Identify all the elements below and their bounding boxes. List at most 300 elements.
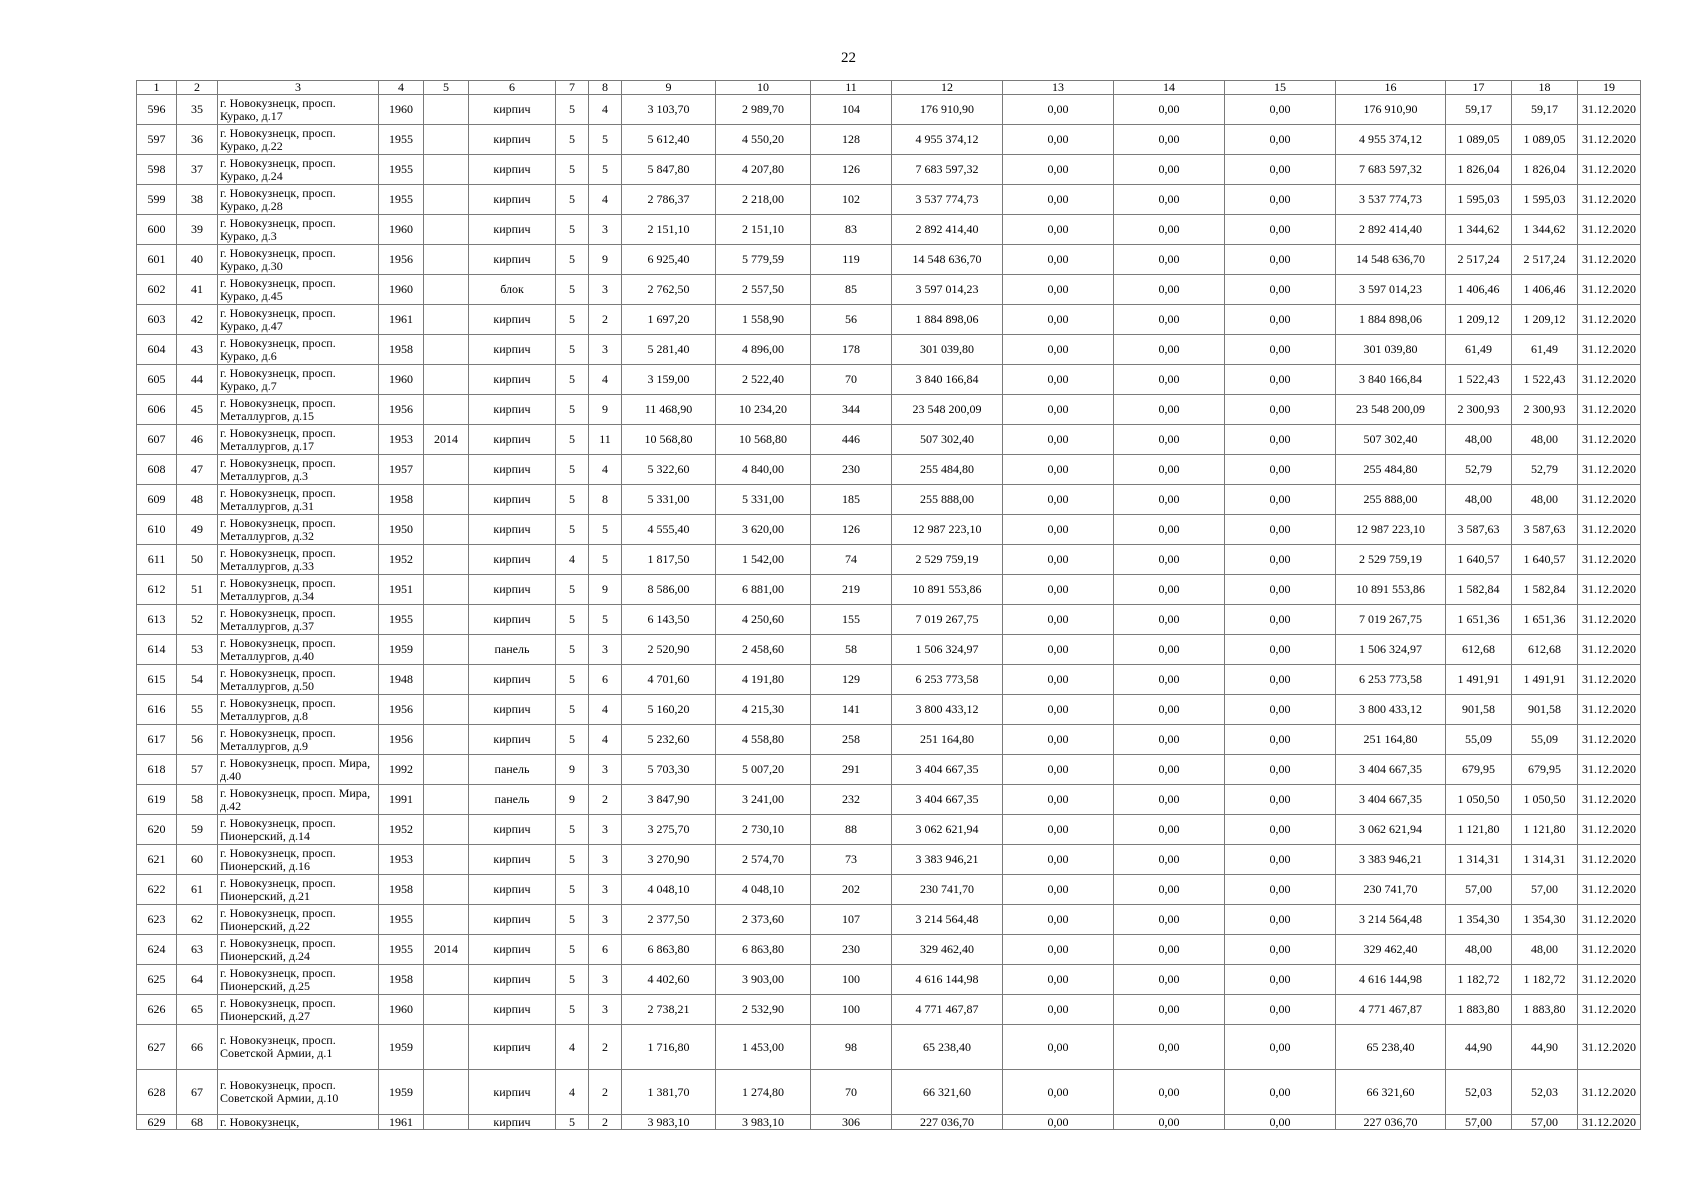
- table-cell: 1 640,57: [1512, 545, 1578, 575]
- table-row: [137, 215, 1641, 245]
- table-cell: 5: [556, 635, 589, 665]
- table-cell: 1 817,50: [622, 545, 716, 575]
- table-cell: кирпич: [469, 515, 556, 545]
- table-cell: 48,00: [1512, 485, 1578, 515]
- table-cell: [424, 785, 469, 815]
- table-cell: 53: [177, 635, 218, 665]
- table-cell: 608: [137, 455, 177, 485]
- table-cell: 3 404 667,35: [1336, 755, 1446, 785]
- table-cell: 7 683 597,32: [1336, 155, 1446, 185]
- table-cell: 1 506 324,97: [1336, 635, 1446, 665]
- table-cell: 3: [589, 275, 622, 305]
- table-cell: 614: [137, 635, 177, 665]
- table-cell: 1 826,04: [1512, 155, 1578, 185]
- table-cell: кирпич: [469, 155, 556, 185]
- table-cell: 5 779,59: [716, 245, 811, 275]
- column-header: 9: [622, 81, 716, 95]
- table-cell: 56: [177, 725, 218, 755]
- table-cell: 8 586,00: [622, 575, 716, 605]
- table-cell: 1 121,80: [1512, 815, 1578, 845]
- table-cell: 43: [177, 335, 218, 365]
- table-cell: 0,00: [1225, 875, 1336, 905]
- table-cell: [424, 455, 469, 485]
- table-cell: 1951: [379, 575, 424, 605]
- table-cell: 5 612,40: [622, 125, 716, 155]
- table-cell: 68: [177, 1115, 218, 1130]
- table-cell: 1 314,31: [1512, 845, 1578, 875]
- table-cell: 1961: [379, 305, 424, 335]
- table-row: [137, 1070, 1641, 1115]
- address-cell: г. Новокузнецк, просп. Металлургов, д.33: [218, 545, 379, 575]
- table-cell: 31.12.2020: [1578, 665, 1641, 695]
- table-cell: 3: [589, 815, 622, 845]
- table-cell: [424, 635, 469, 665]
- table-row: [137, 95, 1641, 125]
- table-cell: 5 847,80: [622, 155, 716, 185]
- column-header: 1: [137, 81, 177, 95]
- table-cell: 1955: [379, 185, 424, 215]
- table-cell: 0,00: [1003, 395, 1114, 425]
- table-cell: 604: [137, 335, 177, 365]
- table-cell: 1952: [379, 815, 424, 845]
- table-cell: 62: [177, 905, 218, 935]
- table-row: [137, 365, 1641, 395]
- table-cell: 4 955 374,12: [1336, 125, 1446, 155]
- table-cell: 0,00: [1114, 875, 1225, 905]
- table-row: [137, 185, 1641, 215]
- table-cell: 3 103,70: [622, 95, 716, 125]
- column-header: 10: [716, 81, 811, 95]
- table-cell: 5: [556, 845, 589, 875]
- table-row: [137, 815, 1641, 845]
- address-cell: г. Новокузнецк, просп. Курако, д.30: [218, 245, 379, 275]
- table-cell: 3 587,63: [1446, 515, 1512, 545]
- table-cell: 0,00: [1225, 215, 1336, 245]
- table-cell: 73: [811, 845, 892, 875]
- table-cell: 57: [177, 755, 218, 785]
- table-cell: 6: [589, 935, 622, 965]
- table-cell: кирпич: [469, 725, 556, 755]
- table-cell: 0,00: [1225, 605, 1336, 635]
- table-cell: кирпич: [469, 875, 556, 905]
- table-cell: 0,00: [1114, 245, 1225, 275]
- table-cell: 0,00: [1114, 995, 1225, 1025]
- table-cell: 230 741,70: [1336, 875, 1446, 905]
- table-cell: 618: [137, 755, 177, 785]
- table-cell: 56: [811, 305, 892, 335]
- column-header: 19: [1578, 81, 1641, 95]
- table-cell: 6 143,50: [622, 605, 716, 635]
- table-cell: 0,00: [1003, 125, 1114, 155]
- address-cell: г. Новокузнецк, просп. Металлургов, д.3: [218, 455, 379, 485]
- table-cell: 48,00: [1446, 425, 1512, 455]
- table-cell: 3 214 564,48: [892, 905, 1003, 935]
- table-cell: 622: [137, 875, 177, 905]
- table-cell: 0,00: [1003, 815, 1114, 845]
- table-cell: 2 520,90: [622, 635, 716, 665]
- table-cell: 3 597 014,23: [892, 275, 1003, 305]
- table-row: [137, 155, 1641, 185]
- table-cell: 141: [811, 695, 892, 725]
- table-cell: 2: [589, 1070, 622, 1115]
- table-cell: 0,00: [1114, 275, 1225, 305]
- table-cell: 0,00: [1225, 485, 1336, 515]
- table-cell: 0,00: [1225, 665, 1336, 695]
- table-cell: 0,00: [1114, 935, 1225, 965]
- table-cell: [424, 605, 469, 635]
- table-cell: 0,00: [1114, 335, 1225, 365]
- table-cell: [424, 245, 469, 275]
- address-cell: г. Новокузнецк, просп. Курако, д.28: [218, 185, 379, 215]
- table-row: [137, 545, 1641, 575]
- table-cell: [424, 1115, 469, 1130]
- table-cell: 1958: [379, 965, 424, 995]
- table-cell: кирпич: [469, 905, 556, 935]
- table-cell: 1 406,46: [1512, 275, 1578, 305]
- table-cell: 5: [556, 335, 589, 365]
- table-cell: 0,00: [1003, 185, 1114, 215]
- table-cell: 5: [556, 245, 589, 275]
- table-cell: 258: [811, 725, 892, 755]
- table-cell: 31.12.2020: [1578, 1025, 1641, 1070]
- table-cell: 3: [589, 965, 622, 995]
- address-cell: г. Новокузнецк, просп. Металлургов, д.15: [218, 395, 379, 425]
- table-cell: 0,00: [1114, 605, 1225, 635]
- table-cell: 255 484,80: [1336, 455, 1446, 485]
- table-cell: 679,95: [1512, 755, 1578, 785]
- table-cell: 41: [177, 275, 218, 305]
- table-cell: кирпич: [469, 125, 556, 155]
- table-cell: 3 983,10: [716, 1115, 811, 1130]
- table-cell: 3 903,00: [716, 965, 811, 995]
- table-cell: 230: [811, 455, 892, 485]
- table-cell: 4: [556, 1025, 589, 1070]
- table-cell: 0,00: [1003, 305, 1114, 335]
- table-cell: 46: [177, 425, 218, 455]
- address-cell: г. Новокузнецк, просп. Пионерский, д.24: [218, 935, 379, 965]
- table-cell: 0,00: [1225, 545, 1336, 575]
- table-cell: 4 558,80: [716, 725, 811, 755]
- column-header: 16: [1336, 81, 1446, 95]
- table-cell: 0,00: [1225, 845, 1336, 875]
- column-header: 17: [1446, 81, 1512, 95]
- table-cell: 1956: [379, 395, 424, 425]
- table-cell: 44: [177, 365, 218, 395]
- table-cell: 61,49: [1446, 335, 1512, 365]
- table-cell: 2014: [424, 425, 469, 455]
- table-cell: 3: [589, 335, 622, 365]
- table-cell: 70: [811, 365, 892, 395]
- table-cell: 0,00: [1114, 185, 1225, 215]
- table-cell: 0,00: [1114, 755, 1225, 785]
- table-cell: кирпич: [469, 575, 556, 605]
- table-cell: 31.12.2020: [1578, 155, 1641, 185]
- table-cell: 0,00: [1003, 275, 1114, 305]
- table-cell: 0,00: [1225, 755, 1336, 785]
- table-cell: 1955: [379, 905, 424, 935]
- table-cell: 1 354,30: [1512, 905, 1578, 935]
- table-cell: 679,95: [1446, 755, 1512, 785]
- table-cell: 31.12.2020: [1578, 785, 1641, 815]
- table-cell: 301 039,80: [1336, 335, 1446, 365]
- address-cell: г. Новокузнецк, просп. Курако, д.7: [218, 365, 379, 395]
- table-cell: 251 164,80: [1336, 725, 1446, 755]
- table-cell: 1961: [379, 1115, 424, 1130]
- table-cell: 5: [556, 305, 589, 335]
- address-cell: г. Новокузнецк, просп. Металлургов, д.40: [218, 635, 379, 665]
- table-cell: 3 840 166,84: [1336, 365, 1446, 395]
- table-cell: [424, 185, 469, 215]
- table-cell: 0,00: [1114, 635, 1225, 665]
- table-cell: 329 462,40: [892, 935, 1003, 965]
- table-cell: 1 651,36: [1446, 605, 1512, 635]
- table-cell: 4: [589, 365, 622, 395]
- table-cell: кирпич: [469, 305, 556, 335]
- table-cell: 3: [589, 845, 622, 875]
- table-cell: 0,00: [1003, 215, 1114, 245]
- table-cell: 2 529 759,19: [1336, 545, 1446, 575]
- table-cell: 2 458,60: [716, 635, 811, 665]
- table-cell: 5: [556, 995, 589, 1025]
- table-cell: 9: [556, 755, 589, 785]
- table-cell: 2: [589, 305, 622, 335]
- table-cell: кирпич: [469, 95, 556, 125]
- table-cell: 0,00: [1003, 935, 1114, 965]
- table-cell: [424, 1025, 469, 1070]
- table-cell: 4 550,20: [716, 125, 811, 155]
- table-cell: 1959: [379, 1025, 424, 1070]
- table-row: [137, 665, 1641, 695]
- table-cell: 1960: [379, 215, 424, 245]
- table-cell: 5: [556, 515, 589, 545]
- table-cell: 306: [811, 1115, 892, 1130]
- table-cell: 1948: [379, 665, 424, 695]
- table-cell: 0,00: [1225, 395, 1336, 425]
- table-cell: панель: [469, 635, 556, 665]
- table-cell: 1 121,80: [1446, 815, 1512, 845]
- table-cell: 255 484,80: [892, 455, 1003, 485]
- table-row: [137, 995, 1641, 1025]
- table-cell: 5: [556, 815, 589, 845]
- table-cell: 1 883,80: [1512, 995, 1578, 1025]
- table-cell: 0,00: [1003, 695, 1114, 725]
- table-cell: 1 522,43: [1512, 365, 1578, 395]
- table-cell: 3 383 946,21: [892, 845, 1003, 875]
- table-cell: 5: [556, 215, 589, 245]
- table-cell: [424, 335, 469, 365]
- address-cell: г. Новокузнецк, просп. Курако, д.3: [218, 215, 379, 245]
- table-cell: [424, 395, 469, 425]
- table-cell: 255 888,00: [1336, 485, 1446, 515]
- table-cell: 6 253 773,58: [1336, 665, 1446, 695]
- table-cell: 1 050,50: [1512, 785, 1578, 815]
- table-cell: 1 453,00: [716, 1025, 811, 1070]
- table-cell: 31.12.2020: [1578, 845, 1641, 875]
- table-cell: 5: [556, 275, 589, 305]
- table-row: [137, 125, 1641, 155]
- table-cell: 5: [556, 725, 589, 755]
- table-cell: 5: [589, 545, 622, 575]
- table-cell: 61,49: [1512, 335, 1578, 365]
- table-cell: 3: [589, 635, 622, 665]
- table-cell: 1960: [379, 365, 424, 395]
- table-cell: 2 730,10: [716, 815, 811, 845]
- table-cell: 39: [177, 215, 218, 245]
- table-cell: 2 738,21: [622, 995, 716, 1025]
- table-cell: 1 209,12: [1446, 305, 1512, 335]
- table-cell: 5: [556, 155, 589, 185]
- table-cell: 4: [589, 725, 622, 755]
- table-cell: 3 404 667,35: [892, 785, 1003, 815]
- table-row: [137, 245, 1641, 275]
- column-header: 14: [1114, 81, 1225, 95]
- table-cell: 1 209,12: [1512, 305, 1578, 335]
- table-cell: 31.12.2020: [1578, 875, 1641, 905]
- table-cell: 31.12.2020: [1578, 605, 1641, 635]
- table-cell: 31.12.2020: [1578, 545, 1641, 575]
- table-cell: 4 771 467,87: [1336, 995, 1446, 1025]
- table-cell: 44,90: [1446, 1025, 1512, 1070]
- table-cell: 31.12.2020: [1578, 905, 1641, 935]
- table-cell: 3: [589, 995, 622, 1025]
- table-cell: 4 771 467,87: [892, 995, 1003, 1025]
- table-cell: [424, 725, 469, 755]
- address-cell: г. Новокузнецк, просп. Курако, д.47: [218, 305, 379, 335]
- table-cell: 6: [589, 665, 622, 695]
- table-row: [137, 395, 1641, 425]
- table-cell: 0,00: [1003, 425, 1114, 455]
- table-cell: 128: [811, 125, 892, 155]
- column-header: 11: [811, 81, 892, 95]
- table-cell: 1958: [379, 335, 424, 365]
- table-cell: 1 182,72: [1446, 965, 1512, 995]
- table-cell: 107: [811, 905, 892, 935]
- table-cell: 230: [811, 935, 892, 965]
- table-cell: 2 151,10: [716, 215, 811, 245]
- table-cell: 611: [137, 545, 177, 575]
- table-cell: 23 548 200,09: [1336, 395, 1446, 425]
- table-cell: 66 321,60: [892, 1070, 1003, 1115]
- table-cell: 23 548 200,09: [892, 395, 1003, 425]
- table-cell: [424, 995, 469, 1025]
- table-cell: 0,00: [1003, 1070, 1114, 1115]
- table-cell: 628: [137, 1070, 177, 1115]
- table-cell: 0,00: [1114, 455, 1225, 485]
- table-cell: 98: [811, 1025, 892, 1070]
- table-cell: 629: [137, 1115, 177, 1130]
- table-cell: кирпич: [469, 455, 556, 485]
- column-header: 7: [556, 81, 589, 95]
- table-cell: 40: [177, 245, 218, 275]
- table-cell: 1958: [379, 875, 424, 905]
- table-cell: 4 955 374,12: [892, 125, 1003, 155]
- table-cell: 5: [556, 905, 589, 935]
- table-cell: кирпич: [469, 695, 556, 725]
- column-header: 5: [424, 81, 469, 95]
- table-cell: 31.12.2020: [1578, 725, 1641, 755]
- table-cell: 0,00: [1003, 755, 1114, 785]
- table-cell: 70: [811, 1070, 892, 1115]
- table-cell: [424, 485, 469, 515]
- table-cell: 1958: [379, 485, 424, 515]
- table-cell: 31.12.2020: [1578, 335, 1641, 365]
- table-cell: 5: [556, 365, 589, 395]
- table-cell: 3: [589, 215, 622, 245]
- table-cell: [424, 815, 469, 845]
- table-cell: 5: [589, 515, 622, 545]
- table-cell: 0,00: [1114, 845, 1225, 875]
- table-cell: 0,00: [1225, 695, 1336, 725]
- table-cell: 625: [137, 965, 177, 995]
- table-cell: 61: [177, 875, 218, 905]
- table-cell: кирпич: [469, 815, 556, 845]
- table-cell: 59: [177, 815, 218, 845]
- table-cell: 0,00: [1003, 455, 1114, 485]
- table-cell: 1956: [379, 695, 424, 725]
- table-cell: 5: [556, 1115, 589, 1130]
- table-cell: 0,00: [1003, 95, 1114, 125]
- table-cell: 31.12.2020: [1578, 755, 1641, 785]
- table-cell: 31.12.2020: [1578, 695, 1641, 725]
- table-cell: 621: [137, 845, 177, 875]
- table-cell: 0,00: [1003, 365, 1114, 395]
- address-cell: г. Новокузнецк, просп. Пионерский, д.16: [218, 845, 379, 875]
- table-cell: 0,00: [1003, 515, 1114, 545]
- table-cell: 0,00: [1225, 455, 1336, 485]
- table-cell: 3 404 667,35: [1336, 785, 1446, 815]
- table-cell: 176 910,90: [892, 95, 1003, 125]
- table-cell: 4 840,00: [716, 455, 811, 485]
- address-cell: г. Новокузнецк, просп. Металлургов, д.34: [218, 575, 379, 605]
- table-cell: кирпич: [469, 1025, 556, 1070]
- table-cell: 1 344,62: [1446, 215, 1512, 245]
- table-cell: [424, 275, 469, 305]
- table-cell: 48,00: [1446, 485, 1512, 515]
- table-cell: 31.12.2020: [1578, 995, 1641, 1025]
- table-cell: 10 891 553,86: [892, 575, 1003, 605]
- table-cell: 1 884 898,06: [892, 305, 1003, 335]
- table-cell: [424, 755, 469, 785]
- address-cell: г. Новокузнецк, просп. Мира, д.42: [218, 785, 379, 815]
- table-cell: 0,00: [1114, 1025, 1225, 1070]
- table-cell: 51: [177, 575, 218, 605]
- table-cell: 9: [589, 395, 622, 425]
- table-cell: 31.12.2020: [1578, 935, 1641, 965]
- table-cell: 3 847,90: [622, 785, 716, 815]
- table-cell: [424, 905, 469, 935]
- table-cell: 31.12.2020: [1578, 635, 1641, 665]
- table-cell: кирпич: [469, 185, 556, 215]
- table-cell: 2 517,24: [1512, 245, 1578, 275]
- table-cell: 5: [589, 605, 622, 635]
- table-cell: [424, 305, 469, 335]
- table-cell: кирпич: [469, 365, 556, 395]
- table-cell: 0,00: [1225, 575, 1336, 605]
- table-cell: 5: [556, 575, 589, 605]
- table-cell: 4 616 144,98: [892, 965, 1003, 995]
- table-cell: 44,90: [1512, 1025, 1578, 1070]
- table-cell: 100: [811, 995, 892, 1025]
- table-cell: 9: [556, 785, 589, 815]
- table-row: [137, 875, 1641, 905]
- column-header: 8: [589, 81, 622, 95]
- table-cell: 2 218,00: [716, 185, 811, 215]
- table-cell: 1 274,80: [716, 1070, 811, 1115]
- table-cell: 5: [556, 455, 589, 485]
- table-cell: 126: [811, 515, 892, 545]
- table-cell: 4 701,60: [622, 665, 716, 695]
- table-cell: 0,00: [1003, 545, 1114, 575]
